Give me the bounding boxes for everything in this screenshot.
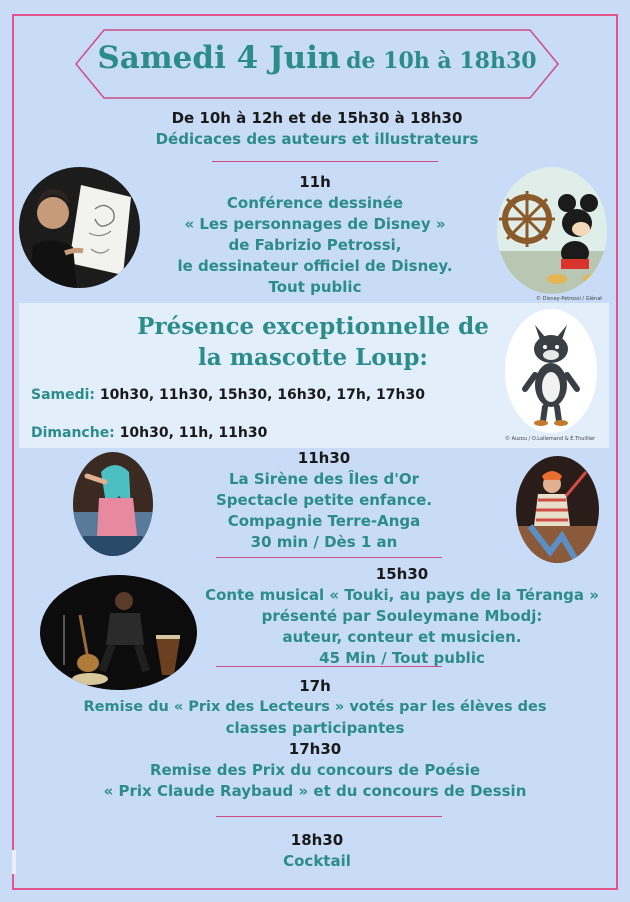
saturday-label: Samedi: — [31, 387, 96, 403]
date-banner — [74, 26, 560, 102]
prize-time-2: 17h30 — [288, 740, 342, 758]
siren-stage-photo — [516, 456, 599, 563]
tale-title: Conte musical « Touki, au pays de la Téranga » — [205, 586, 599, 604]
tale-presenter: présenté par Souleymane Mbodj: — [261, 607, 543, 625]
siren-duration: 30 min / Dès 1 an — [250, 533, 398, 551]
mickey-illustration — [497, 167, 607, 294]
sunday-label: Dimanche: — [31, 425, 115, 441]
tale-time: 15h30 — [375, 565, 429, 583]
frame-edge-mark — [12, 850, 16, 874]
banner-title: Samedi 4 Juin — [97, 40, 341, 76]
prize-readers-line1: Remise du « Prix des Lecteurs » votés par les élèves des — [83, 699, 547, 715]
divider — [216, 557, 442, 558]
saturday-times: 10h30, 11h30, 15h30, 16h30, 17h, 17h30 — [99, 387, 425, 403]
prize-readers-line2: classes participantes — [225, 719, 405, 737]
siren-show-photo — [73, 452, 153, 556]
prize-time: 17h — [299, 677, 331, 695]
illustrator-photo — [19, 167, 140, 288]
signing-time: De 10h à 12h et de 15h30 à 18h30 — [171, 109, 463, 127]
conference-subject: « Les personnages de Disney » — [184, 215, 446, 233]
divider — [212, 161, 438, 162]
siren-company: Compagnie Terre-Anga — [227, 512, 421, 530]
cocktail-label: Cocktail — [283, 852, 351, 870]
siren-type: Spectacle petite enfance. — [215, 491, 433, 509]
divider — [216, 666, 442, 667]
poetry-prize-line1: Remise des Prix du concours de Poésie — [149, 761, 481, 779]
tale-presenter-role: auteur, conteur et musicien. — [282, 628, 522, 646]
conference-speaker-role: le dessinateur officiel de Disney. — [177, 257, 453, 275]
saturday-schedule — [31, 387, 425, 403]
poetry-prize-line2: « Prix Claude Raybaud » et du concours de Dessin — [103, 782, 527, 800]
sunday-times: 10h30, 11h, 11h30 — [119, 425, 268, 441]
signing-description: Dédicaces des auteurs et illustrateurs — [155, 130, 479, 148]
divider — [216, 816, 442, 817]
mascot-panel — [19, 303, 609, 448]
siren-time: 11h30 — [297, 449, 351, 467]
siren-title: La Sirène des Îles d'Or — [228, 470, 420, 488]
conference-time: 11h — [299, 173, 331, 191]
tale-duration: 45 Min / Tout public — [319, 649, 485, 667]
banner-hours: de 10h à 18h30 — [346, 48, 537, 74]
conference-title: Conférence dessinée — [226, 194, 404, 212]
conference-speaker: de Fabrizio Petrossi, — [228, 236, 402, 254]
disney-credit: © Disney-Petrossi / Glénat — [536, 296, 603, 302]
auzou-credit: © Auzou / O.Lallemand & E.Thuillier — [505, 436, 596, 442]
storyteller-photo — [40, 575, 197, 690]
wolf-mascot-image — [505, 309, 597, 433]
cocktail-time: 18h30 — [290, 831, 344, 849]
mascot-title-line2: la mascotte Loup: — [198, 344, 428, 371]
conference-audience: Tout public — [268, 278, 362, 296]
sunday-schedule — [31, 425, 267, 441]
mascot-title-line1: Présence exceptionnelle de — [137, 313, 489, 340]
